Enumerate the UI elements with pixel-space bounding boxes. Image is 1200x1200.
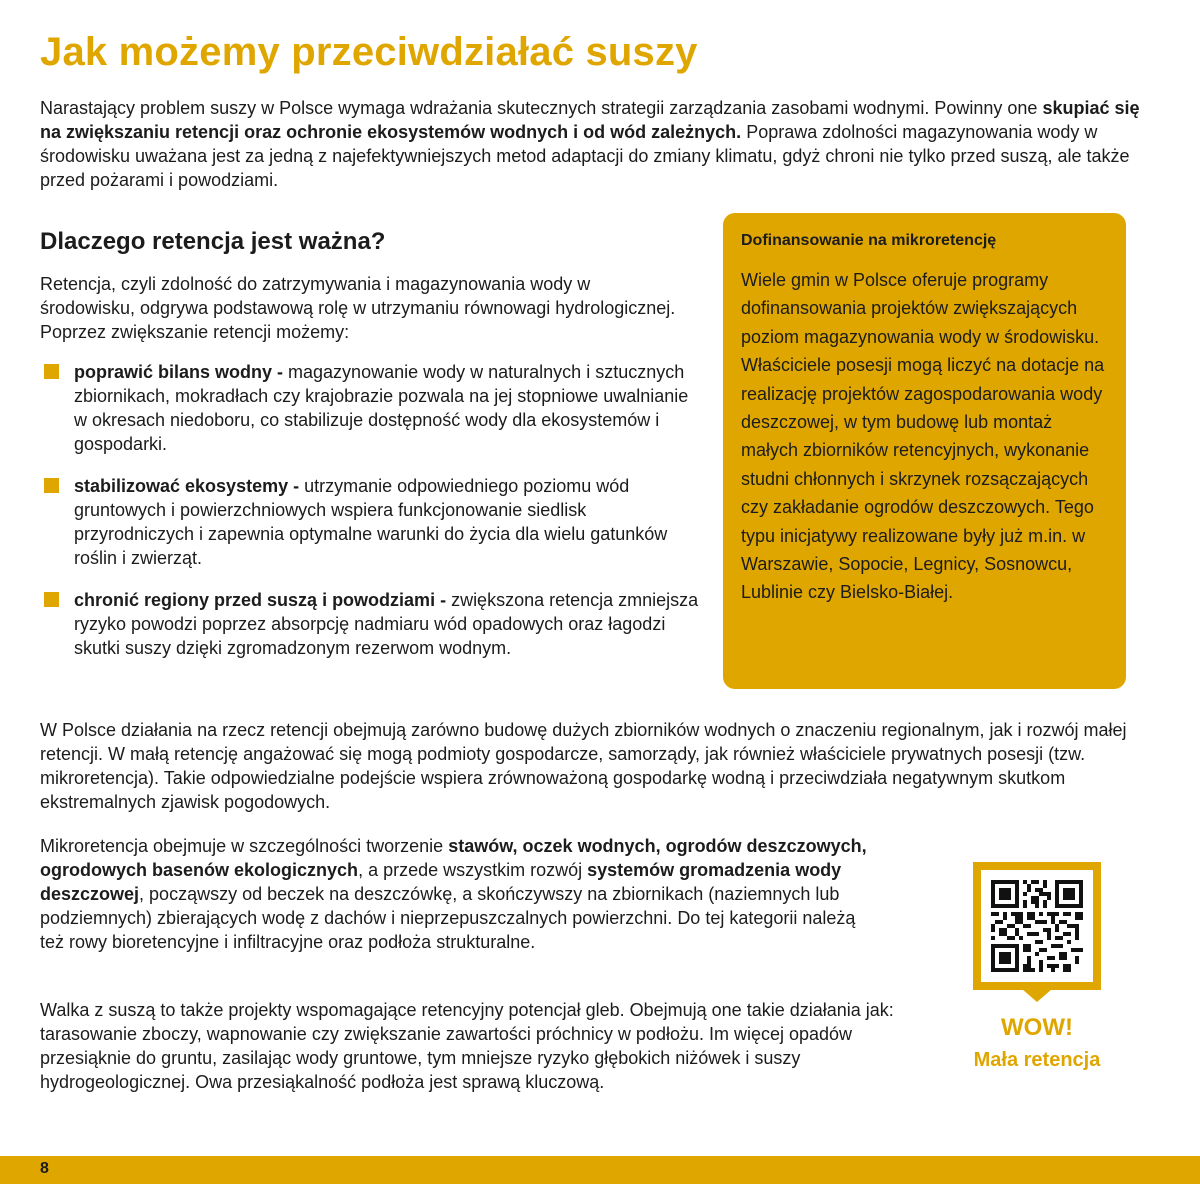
benefit-title: stabilizować ekosystemy - (74, 476, 300, 496)
microretention-text-2: , a przede wszystkim rozwój (358, 860, 588, 880)
benefit-text: zwiększona retencja zmniejsza ryzyko powodzi poprzez absorpcję nadmiaru wód opadowych oraz łagodzi skutki suszy dzięki zgromadzonym rezerwom wodnym. (74, 590, 699, 658)
benefit-item-drought-flood (40, 588, 700, 660)
wow-label: WOW! (1001, 1014, 1073, 1041)
microretention-emphasis-1: stawów, oczek wodnych, ogrodów deszczowych, ogrodowych basenów ekologicznych (40, 836, 867, 880)
footer-bar (0, 1156, 1200, 1184)
square-bullet-icon (44, 478, 59, 493)
square-bullet-icon (44, 364, 59, 379)
intro-text-end: Poprawa zdolności magazynowania wody w środowisku uważana jest za jedną z najefektywniejszych metod adaptacji do zmiany klimatu, gdyż chroni nie tylko przed suszą, ale także przed pożarami i powodziami. (40, 122, 1130, 190)
callout-title: Dofinansowanie na mikroretencję (741, 232, 997, 249)
benefit-text: utrzymanie odpowiedniego poziomu wód gruntowych i powierzchniowych wspiera funkcjonowanie siedlisk przyrodniczych i zapewnia optymalne warunki do życia dla wielu gatunków roślin i zwierząt. (74, 476, 668, 568)
page-number: 8 (40, 1160, 49, 1177)
benefit-item-water-balance (40, 360, 700, 456)
benefit-title: poprawić bilans wodny - (74, 362, 284, 382)
microretention-text-1: Mikroretencja obejmuje w szczególności tworzenie (40, 836, 449, 856)
qr-caption: Mała retencja (973, 1049, 1101, 1071)
benefit-item-ecosystems (40, 474, 700, 570)
benefit-text: magazynowanie wody w naturalnych i sztucznych zbiornikach, mokradłach czy krajobrazie pozwala na jej stopniowe uwalnianie w okresach niedoboru, co stabilizuje dostępność wody dla ekosystemów i gospodarki. (74, 362, 689, 454)
page-title: Jak możemy przeciwdziałać suszy (40, 30, 698, 74)
intro-text-start: Narastający problem suszy w Polsce wymaga wdrażania skutecznych strategii zarządzania zasobami wodnymi. Powinny one (40, 98, 1043, 118)
square-bullet-icon (44, 592, 59, 607)
microretention-emphasis-2: systemów gromadzenia wody deszczowej (40, 860, 842, 904)
qr-code-link[interactable] (973, 862, 1101, 990)
benefit-title: chronić regiony przed suszą i powodziami - (74, 590, 447, 610)
retention-intro: Retencja, czyli zdolność do zatrzymywania i magazynowania wody w środowisku, odgrywa podstawową rolę w utrzymaniu równowagi hydrologicznej. Poprzez zwiększanie retencji możemy: (40, 274, 676, 342)
callout-body: Wiele gmin w Polsce oferuje programy dofinansowania projektów zwiększających poziom magazynowania wody w środowisku. Właściciele posesji mogą liczyć na dotacje na realizację projektów zagospodarowania wody deszczowej, w tym budowę lub montaż małych zbiorników retencyjnych, wykonanie studni chłonnych i skrzynek rozsączających czy zakładanie ogrodów deszczowych. Tego typu inicjatywy realizowane były już m.in. w Warszawie, Sopocie, Legnicy, Sosnowcu, Lublinie czy Bielsko-Białej. (741, 270, 1105, 603)
soil-retention-paragraph: Walka z suszą to także projekty wspomagające retencyjny potencjał gleb. Obejmują one takie działania jak: tarasowanie zboczy, wapnowanie czy zwiększanie zawartości próchnicy w podłożu. Im więcej opadów przesiąknie do gruntu, zasilając wody gruntowe, tym mniejsze ryzyko głębokich niżówek i suszy hydrogeologicznej. Owa przesiąkalność podłoża jest sprawą kluczową. (40, 1000, 894, 1092)
retention-in-poland-paragraph: W Polsce działania na rzecz retencji obejmują zarówno budowę dużych zbiorników wodnych o znaczeniu regionalnym, jak i rozwój małej retencji. W małą retencję angażować się mogą podmioty gospodarcze, samorządy, jak również właściciele prywatnych posesji (tzw. mikroretencja). Takie odpowiedzialne podejście wspiera zrównoważoną gospodarkę wodną i przeciwdziała negatywnym skutkom ekstremalnych zjawisk pogodowych. (40, 720, 1127, 812)
intro-paragraph (40, 96, 1160, 192)
funding-callout-box (723, 213, 1126, 689)
benefits-list (40, 360, 700, 678)
microretention-text-3: , począwszy od beczek na deszczówkę, a skończywszy na zbiornikach (naziemnych lub podziemnych) zbierających wodę z dachów i nieprzepuszczalnych powierzchni. Do tej kategorii należą też rowy bioretencyjne i infiltracyjne oraz podłoża strukturalne. (40, 884, 856, 952)
qr-code-icon (991, 880, 1083, 972)
qr-pointer-icon (1022, 989, 1052, 1002)
intro-emphasis: skupiać się na zwiększaniu retencji oraz ochronie ekosystemów wodnych i od wód zależnych. (40, 98, 1140, 142)
retention-heading: Dlaczego retencja jest ważna? (40, 228, 386, 255)
microretention-paragraph (40, 834, 870, 954)
